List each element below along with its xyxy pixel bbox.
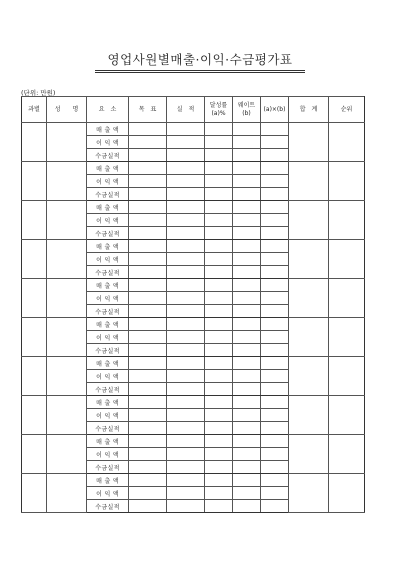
rate-cell[interactable] <box>205 240 233 253</box>
target-cell[interactable] <box>129 487 167 500</box>
target-cell[interactable] <box>129 227 167 240</box>
rank-cell[interactable] <box>329 474 365 513</box>
product-cell[interactable] <box>261 175 289 188</box>
weight-cell[interactable] <box>233 422 261 435</box>
actual-cell[interactable] <box>167 214 205 227</box>
weight-cell[interactable] <box>233 149 261 162</box>
total-cell[interactable] <box>289 357 329 396</box>
total-cell[interactable] <box>289 240 329 279</box>
name-cell[interactable] <box>47 435 87 474</box>
product-cell[interactable] <box>261 162 289 175</box>
target-cell[interactable] <box>129 201 167 214</box>
rate-cell[interactable] <box>205 279 233 292</box>
product-cell[interactable] <box>261 201 289 214</box>
weight-cell[interactable] <box>233 344 261 357</box>
target-cell[interactable] <box>129 175 167 188</box>
target-cell[interactable] <box>129 344 167 357</box>
dept-cell[interactable] <box>22 201 47 240</box>
rate-cell[interactable] <box>205 201 233 214</box>
target-cell[interactable] <box>129 162 167 175</box>
rank-cell[interactable] <box>329 318 365 357</box>
evaluation-table <box>21 96 365 513</box>
total-cell[interactable] <box>289 279 329 318</box>
name-cell[interactable] <box>47 357 87 396</box>
header-row <box>22 97 365 123</box>
product-cell[interactable] <box>261 214 289 227</box>
table-row <box>22 357 365 370</box>
target-cell[interactable] <box>129 422 167 435</box>
product-cell[interactable] <box>261 305 289 318</box>
weight-cell[interactable] <box>233 266 261 279</box>
actual-cell[interactable] <box>167 474 205 487</box>
rate-cell[interactable] <box>205 188 233 201</box>
target-cell[interactable] <box>129 448 167 461</box>
header-item: 요 소 <box>87 97 129 123</box>
total-cell[interactable] <box>289 396 329 435</box>
header-rate-line1: 달성률 <box>209 101 228 109</box>
header-actual: 실 적 <box>167 97 205 123</box>
total-cell[interactable] <box>289 474 329 513</box>
dept-cell[interactable] <box>22 435 47 474</box>
table-row <box>22 240 365 253</box>
actual-cell[interactable] <box>167 253 205 266</box>
item-label: 수금실적 <box>87 305 129 318</box>
header-rate <box>205 97 233 123</box>
product-cell[interactable] <box>261 123 289 136</box>
target-cell[interactable] <box>129 149 167 162</box>
rank-cell[interactable] <box>329 357 365 396</box>
dept-cell[interactable] <box>22 318 47 357</box>
table-row <box>22 123 365 136</box>
target-cell[interactable] <box>129 500 167 513</box>
table-row <box>22 318 365 331</box>
product-cell[interactable] <box>261 240 289 253</box>
item-label: 수금실적 <box>87 383 129 396</box>
name-cell[interactable] <box>47 318 87 357</box>
product-cell[interactable] <box>261 266 289 279</box>
rate-cell[interactable] <box>205 149 233 162</box>
product-cell[interactable] <box>261 253 289 266</box>
actual-cell[interactable] <box>167 435 205 448</box>
target-cell[interactable] <box>129 318 167 331</box>
actual-cell[interactable] <box>167 487 205 500</box>
weight-cell[interactable] <box>233 383 261 396</box>
target-cell[interactable] <box>129 214 167 227</box>
weight-cell[interactable] <box>233 370 261 383</box>
rate-cell[interactable] <box>205 136 233 149</box>
weight-cell[interactable] <box>233 292 261 305</box>
item-label: 이 익 액 <box>87 448 129 461</box>
target-cell[interactable] <box>129 383 167 396</box>
item-label: 매 출 액 <box>87 279 129 292</box>
rate-cell[interactable] <box>205 305 233 318</box>
item-label: 이 익 액 <box>87 175 129 188</box>
rate-cell[interactable] <box>205 214 233 227</box>
header-weight-line2: (b) <box>242 109 251 117</box>
product-cell[interactable] <box>261 474 289 487</box>
item-label: 수금실적 <box>87 344 129 357</box>
target-cell[interactable] <box>129 370 167 383</box>
dept-cell[interactable] <box>22 357 47 396</box>
item-label: 수금실적 <box>87 500 129 513</box>
target-cell[interactable] <box>129 123 167 136</box>
name-cell[interactable] <box>47 201 87 240</box>
actual-cell[interactable] <box>167 123 205 136</box>
header-dept: 과별 <box>22 97 47 123</box>
rate-cell[interactable] <box>205 383 233 396</box>
rate-cell[interactable] <box>205 175 233 188</box>
product-cell[interactable] <box>261 422 289 435</box>
rank-cell[interactable] <box>329 279 365 318</box>
actual-cell[interactable] <box>167 357 205 370</box>
rate-cell[interactable] <box>205 448 233 461</box>
name-cell[interactable] <box>47 396 87 435</box>
weight-cell[interactable] <box>233 409 261 422</box>
weight-cell[interactable] <box>233 435 261 448</box>
actual-cell[interactable] <box>167 279 205 292</box>
table-body <box>22 123 365 513</box>
actual-cell[interactable] <box>167 292 205 305</box>
actual-cell[interactable] <box>167 175 205 188</box>
weight-cell[interactable] <box>233 279 261 292</box>
product-cell[interactable] <box>261 500 289 513</box>
rate-cell[interactable] <box>205 500 233 513</box>
product-cell[interactable] <box>261 448 289 461</box>
name-cell[interactable] <box>47 474 87 513</box>
weight-cell[interactable] <box>233 474 261 487</box>
name-cell[interactable] <box>47 162 87 201</box>
rate-cell[interactable] <box>205 331 233 344</box>
actual-cell[interactable] <box>167 162 205 175</box>
rate-cell[interactable] <box>205 474 233 487</box>
weight-cell[interactable] <box>233 331 261 344</box>
item-label: 이 익 액 <box>87 292 129 305</box>
total-cell[interactable] <box>289 123 329 162</box>
table-row <box>22 162 365 175</box>
weight-cell[interactable] <box>233 461 261 474</box>
document-title: 영업사원별매출·이익·수금평가표 <box>107 52 293 67</box>
actual-cell[interactable] <box>167 422 205 435</box>
target-cell[interactable] <box>129 396 167 409</box>
total-cell[interactable] <box>289 201 329 240</box>
product-cell[interactable] <box>261 136 289 149</box>
product-cell[interactable] <box>261 435 289 448</box>
weight-cell[interactable] <box>233 162 261 175</box>
target-cell[interactable] <box>129 279 167 292</box>
rank-cell[interactable] <box>329 123 365 162</box>
target-cell[interactable] <box>129 461 167 474</box>
rate-cell[interactable] <box>205 357 233 370</box>
item-label: 이 익 액 <box>87 214 129 227</box>
item-label: 매 출 액 <box>87 474 129 487</box>
actual-cell[interactable] <box>167 240 205 253</box>
total-cell[interactable] <box>289 162 329 201</box>
actual-cell[interactable] <box>167 396 205 409</box>
item-label: 수금실적 <box>87 266 129 279</box>
weight-cell[interactable] <box>233 175 261 188</box>
weight-cell[interactable] <box>233 318 261 331</box>
table-row <box>22 474 365 487</box>
target-cell[interactable] <box>129 357 167 370</box>
actual-cell[interactable] <box>167 383 205 396</box>
item-label: 수금실적 <box>87 227 129 240</box>
total-cell[interactable] <box>289 318 329 357</box>
weight-cell[interactable] <box>233 396 261 409</box>
rate-cell[interactable] <box>205 318 233 331</box>
item-label: 매 출 액 <box>87 318 129 331</box>
actual-cell[interactable] <box>167 409 205 422</box>
dept-cell[interactable] <box>22 123 47 162</box>
item-label: 이 익 액 <box>87 409 129 422</box>
item-label: 매 출 액 <box>87 435 129 448</box>
name-cell[interactable] <box>47 123 87 162</box>
item-label: 매 출 액 <box>87 396 129 409</box>
actual-cell[interactable] <box>167 344 205 357</box>
actual-cell[interactable] <box>167 266 205 279</box>
table-row <box>22 279 365 292</box>
product-cell[interactable] <box>261 292 289 305</box>
weight-cell[interactable] <box>233 227 261 240</box>
target-cell[interactable] <box>129 331 167 344</box>
header-weight-line1: 웨이트 <box>237 101 256 109</box>
name-cell[interactable] <box>47 279 87 318</box>
product-cell[interactable] <box>261 487 289 500</box>
item-label: 매 출 액 <box>87 201 129 214</box>
target-cell[interactable] <box>129 409 167 422</box>
dept-cell[interactable] <box>22 279 47 318</box>
weight-cell[interactable] <box>233 240 261 253</box>
product-cell[interactable] <box>261 318 289 331</box>
item-label: 수금실적 <box>87 149 129 162</box>
table-row <box>22 201 365 214</box>
actual-cell[interactable] <box>167 201 205 214</box>
header-name: 성 명 <box>47 97 87 123</box>
total-cell[interactable] <box>289 435 329 474</box>
product-cell[interactable] <box>261 383 289 396</box>
weight-cell[interactable] <box>233 500 261 513</box>
product-cell[interactable] <box>261 227 289 240</box>
item-label: 매 출 액 <box>87 240 129 253</box>
rate-cell[interactable] <box>205 253 233 266</box>
header-total: 합 계 <box>289 97 329 123</box>
actual-cell[interactable] <box>167 500 205 513</box>
product-cell[interactable] <box>261 396 289 409</box>
actual-cell[interactable] <box>167 370 205 383</box>
product-cell[interactable] <box>261 357 289 370</box>
item-label: 수금실적 <box>87 422 129 435</box>
actual-cell[interactable] <box>167 305 205 318</box>
target-cell[interactable] <box>129 474 167 487</box>
header-weight <box>233 97 261 123</box>
actual-cell[interactable] <box>167 227 205 240</box>
item-label: 이 익 액 <box>87 136 129 149</box>
rate-cell[interactable] <box>205 487 233 500</box>
item-label: 이 익 액 <box>87 253 129 266</box>
weight-cell[interactable] <box>233 214 261 227</box>
item-label: 수금실적 <box>87 188 129 201</box>
weight-cell[interactable] <box>233 201 261 214</box>
weight-cell[interactable] <box>233 123 261 136</box>
header-product: (a)×(b) <box>261 97 289 123</box>
rate-cell[interactable] <box>205 162 233 175</box>
actual-cell[interactable] <box>167 136 205 149</box>
item-label: 매 출 액 <box>87 162 129 175</box>
dept-cell[interactable] <box>22 162 47 201</box>
actual-cell[interactable] <box>167 448 205 461</box>
rate-cell[interactable] <box>205 396 233 409</box>
product-cell[interactable] <box>261 409 289 422</box>
rate-cell[interactable] <box>205 461 233 474</box>
title-underline <box>95 70 305 73</box>
dept-cell[interactable] <box>22 396 47 435</box>
rate-cell[interactable] <box>205 435 233 448</box>
weight-cell[interactable] <box>233 188 261 201</box>
product-cell[interactable] <box>261 461 289 474</box>
name-cell[interactable] <box>47 240 87 279</box>
rate-cell[interactable] <box>205 227 233 240</box>
actual-cell[interactable] <box>167 149 205 162</box>
header-rank: 순위 <box>329 97 365 123</box>
weight-cell[interactable] <box>233 136 261 149</box>
rank-cell[interactable] <box>329 162 365 201</box>
weight-cell[interactable] <box>233 253 261 266</box>
rank-cell[interactable] <box>329 396 365 435</box>
header-rate-line2: (a)% <box>211 109 226 117</box>
table-row <box>22 435 365 448</box>
target-cell[interactable] <box>129 292 167 305</box>
rate-cell[interactable] <box>205 409 233 422</box>
rate-cell[interactable] <box>205 266 233 279</box>
product-cell[interactable] <box>261 370 289 383</box>
unit-label: (단위: 만원) <box>21 89 56 97</box>
weight-cell[interactable] <box>233 487 261 500</box>
table-row <box>22 396 365 409</box>
product-cell[interactable] <box>261 331 289 344</box>
product-cell[interactable] <box>261 188 289 201</box>
product-cell[interactable] <box>261 149 289 162</box>
weight-cell[interactable] <box>233 305 261 318</box>
actual-cell[interactable] <box>167 331 205 344</box>
target-cell[interactable] <box>129 305 167 318</box>
rank-cell[interactable] <box>329 201 365 240</box>
rate-cell[interactable] <box>205 370 233 383</box>
product-cell[interactable] <box>261 344 289 357</box>
item-label: 이 익 액 <box>87 370 129 383</box>
weight-cell[interactable] <box>233 448 261 461</box>
dept-cell[interactable] <box>22 474 47 513</box>
item-label: 매 출 액 <box>87 123 129 136</box>
dept-cell[interactable] <box>22 240 47 279</box>
target-cell[interactable] <box>129 266 167 279</box>
item-label: 수금실적 <box>87 461 129 474</box>
weight-cell[interactable] <box>233 357 261 370</box>
actual-cell[interactable] <box>167 188 205 201</box>
item-label: 이 익 액 <box>87 487 129 500</box>
rank-cell[interactable] <box>329 240 365 279</box>
target-cell[interactable] <box>129 188 167 201</box>
item-label: 이 익 액 <box>87 331 129 344</box>
rate-cell[interactable] <box>205 292 233 305</box>
target-cell[interactable] <box>129 435 167 448</box>
rate-cell[interactable] <box>205 422 233 435</box>
actual-cell[interactable] <box>167 461 205 474</box>
item-label: 매 출 액 <box>87 357 129 370</box>
actual-cell[interactable] <box>167 318 205 331</box>
rank-cell[interactable] <box>329 435 365 474</box>
product-cell[interactable] <box>261 279 289 292</box>
target-cell[interactable] <box>129 240 167 253</box>
header-target: 목 표 <box>129 97 167 123</box>
rate-cell[interactable] <box>205 344 233 357</box>
rate-cell[interactable] <box>205 123 233 136</box>
target-cell[interactable] <box>129 253 167 266</box>
target-cell[interactable] <box>129 136 167 149</box>
